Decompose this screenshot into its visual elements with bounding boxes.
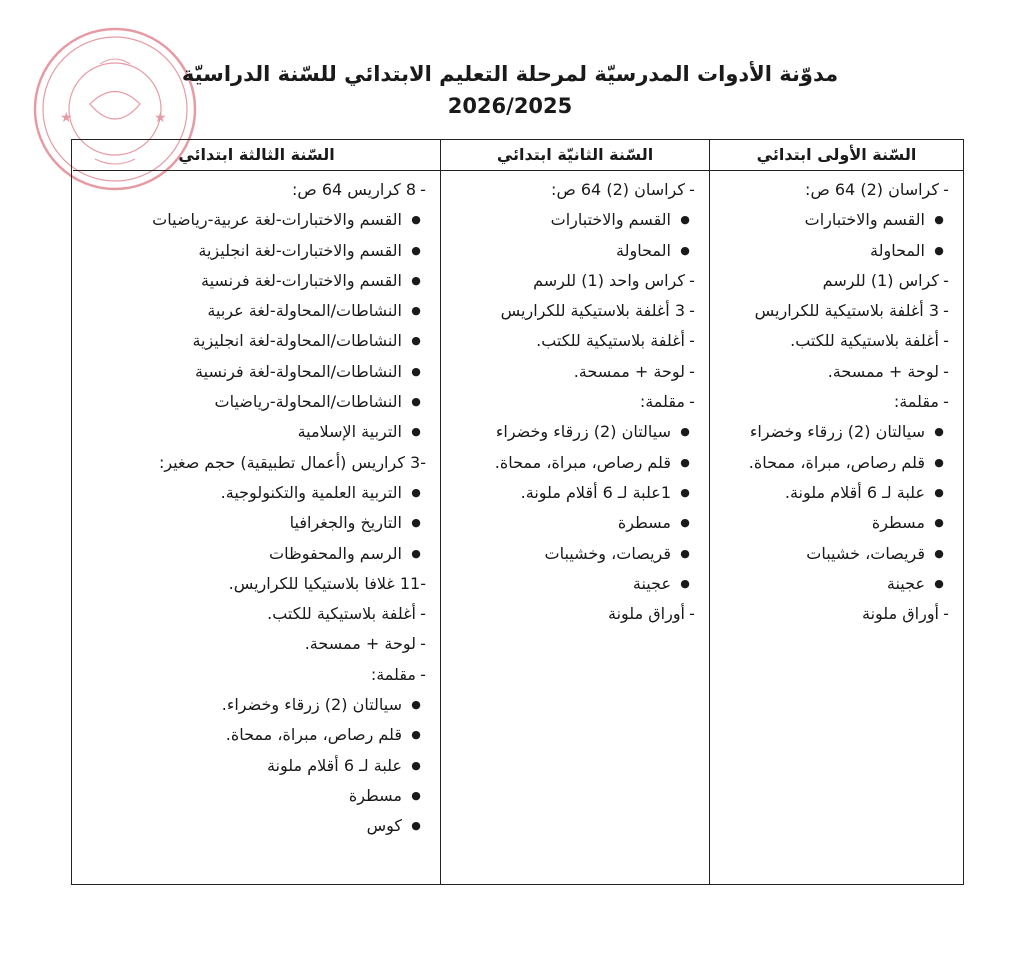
list-item-text: - لوحة + ممسحة.	[827, 361, 939, 381]
svg-text:★: ★	[154, 110, 167, 126]
svg-text:★: ★	[60, 110, 73, 126]
list-item-text: ● المحاولة	[870, 240, 925, 260]
list-item-text: ● القسم والاختبارات-لغة عربية-رياضيات	[152, 210, 402, 230]
list-item	[81, 569, 430, 599]
column-header: السّنة الثانيّة ابتدائي	[441, 140, 709, 171]
column-header: السّنة الثالثة ابتدائي	[73, 140, 440, 171]
list-item-text: ● القسم والاختبارات	[804, 210, 925, 230]
list-item-bullet	[449, 478, 699, 508]
list-item	[718, 175, 953, 205]
list-item	[449, 599, 699, 629]
list-item-bullet	[449, 448, 699, 478]
list-item	[81, 448, 430, 478]
list-item-text: ● النشاطات/المحاولة-لغة انجليزية	[192, 331, 402, 351]
list-item	[718, 266, 953, 296]
list-item-text: - أغلفة بلاستيكية للكتب.	[267, 604, 416, 624]
list-item-bullet	[81, 811, 430, 841]
supplies-table	[71, 139, 964, 885]
list-item-bullet	[81, 690, 430, 720]
column-items	[710, 171, 963, 629]
list-item-bullet	[81, 720, 430, 750]
list-item-text: ● قريصات، وخشيبات	[544, 543, 671, 563]
list-item-text: - 3 أغلفة بلاستيكية للكراريس	[500, 301, 685, 321]
list-item-bullet	[718, 569, 953, 599]
list-item-text: - كراسان (2) 64 ص:	[551, 180, 685, 199]
list-item-bullet	[718, 417, 953, 447]
list-item	[81, 599, 430, 629]
list-item-bullet	[81, 326, 430, 356]
list-item-bullet	[81, 387, 430, 417]
list-item-bullet	[81, 751, 430, 781]
list-item-text: ● النشاطات/المحاولة-لغة عربية	[207, 301, 402, 321]
list-item-text: ● قلم رصاص، مبراة، ممحاة.	[494, 452, 671, 472]
list-item-text: ● النشاطات/المحاولة-رياضيات	[214, 392, 402, 412]
list-item	[718, 296, 953, 326]
list-item-text: ● عجينة	[886, 573, 925, 593]
list-item-bullet	[449, 569, 699, 599]
list-item-text: ● التربية العلمية والتكنولوجية.	[220, 482, 402, 502]
list-item-bullet	[718, 448, 953, 478]
list-item-text: ● علبة لـ 6 أقلام ملونة.	[784, 482, 925, 502]
list-item-text: ● 1علبة لـ 6 أقلام ملونة.	[520, 482, 671, 502]
list-item-text: ● كوس	[366, 816, 402, 836]
column-year-3	[73, 140, 440, 884]
list-item-text: ● سيالتان (2) زرقاء وخضراء	[495, 422, 671, 442]
list-item	[81, 629, 430, 659]
list-item	[449, 326, 699, 356]
list-item	[449, 296, 699, 326]
list-item	[449, 175, 699, 205]
list-item-bullet	[81, 236, 430, 266]
list-item-text: - 3 أغلفة بلاستيكية للكراريس	[754, 301, 939, 321]
list-item-text: ● القسم والاختبارات-لغة انجليزية	[198, 240, 402, 260]
list-item-text: ● التاريخ والجغرافيا	[289, 513, 402, 533]
list-item-text: - كراس واحد (1) للرسم	[533, 270, 685, 290]
list-item-text: - لوحة + ممسحة.	[304, 634, 416, 654]
list-item-bullet	[449, 205, 699, 235]
list-item	[718, 357, 953, 387]
list-item-bullet	[449, 417, 699, 447]
list-item	[81, 175, 430, 205]
list-item-text: ● عجينة	[632, 573, 671, 593]
list-item-bullet	[718, 539, 953, 569]
list-item	[718, 326, 953, 356]
list-item-text: - لوحة + ممسحة.	[573, 361, 685, 381]
column-header: السّنة الأولى ابتدائي	[710, 140, 963, 171]
list-item-text: ● النشاطات/المحاولة-لغة فرنسية	[195, 361, 402, 381]
list-item	[718, 387, 953, 417]
list-item-bullet	[81, 417, 430, 447]
list-item-text: - أغلفة بلاستيكية للكتب.	[536, 331, 685, 351]
list-item-bullet	[81, 296, 430, 326]
list-item-text: ● قلم رصاص، مبراة، ممحاة.	[225, 725, 402, 745]
list-item-text: ● مسطرة	[348, 785, 402, 805]
list-item-text: -11 غلافا بلاستيكيا للكراريس.	[228, 573, 426, 593]
column-items	[441, 171, 709, 629]
column-year-1	[709, 140, 963, 884]
list-item-bullet	[449, 236, 699, 266]
list-item-text: ● المحاولة	[616, 240, 671, 260]
list-item-text: -3 كراريس (أعمال تطبيقية) حجم صغير:	[158, 452, 426, 472]
list-item-text: ● القسم والاختبارات	[550, 210, 671, 230]
list-item-bullet	[718, 478, 953, 508]
list-item	[81, 660, 430, 690]
list-item-text: ● علبة لـ 6 أقلام ملونة	[266, 755, 402, 775]
list-item-text: ● التربية الإسلامية	[297, 422, 402, 442]
list-item-bullet	[81, 205, 430, 235]
list-item-bullet	[718, 205, 953, 235]
list-item-text: ● سيالتان (2) زرقاء وخضراء	[749, 422, 925, 442]
list-item-bullet	[449, 539, 699, 569]
list-item	[449, 387, 699, 417]
list-item-text: ● قريصات، خشيبات	[806, 543, 925, 563]
list-item-text: - مقلمة:	[370, 664, 416, 684]
list-item-text: ● سيالتان (2) زرقاء وخضراء.	[221, 695, 402, 715]
list-item-bullet	[81, 478, 430, 508]
list-item-text: ● الرسم والمحفوظات	[269, 543, 402, 563]
list-item-bullet	[81, 539, 430, 569]
list-item-bullet	[81, 508, 430, 538]
list-item-bullet	[81, 781, 430, 811]
list-item-text: - مقلمة:	[639, 392, 685, 412]
list-item-text: ● مسطرة	[871, 513, 925, 533]
list-item-text: - مقلمة:	[893, 392, 939, 412]
list-item-bullet	[81, 357, 430, 387]
list-item	[449, 357, 699, 387]
list-item-bullet	[718, 236, 953, 266]
page-title: مدوّنة الأدوات المدرسيّة لمرحلة التعليم الابتدائي للسّنة الدراسيّة 2026/2025	[181, 62, 839, 118]
list-item-text: - أوراق ملونة	[861, 604, 939, 624]
list-item-text: - أغلفة بلاستيكية للكتب.	[790, 331, 939, 351]
list-item-text: ● القسم والاختبارات-لغة فرنسية	[200, 270, 402, 290]
list-item-text: - كراس (1) للرسم	[822, 270, 939, 290]
list-item-bullet	[81, 266, 430, 296]
list-item-text: ● قلم رصاص، مبراة، ممحاة.	[748, 452, 925, 472]
list-item-text: - كراسان (2) 64 ص:	[805, 180, 939, 199]
list-item-text: ● مسطرة	[617, 513, 671, 533]
list-item-bullet	[718, 508, 953, 538]
column-year-2	[440, 140, 709, 884]
list-item	[718, 599, 953, 629]
list-item-text: - أوراق ملونة	[607, 604, 685, 624]
list-item-text: - 8 كراريس 64 ص:	[291, 180, 416, 199]
list-item	[449, 266, 699, 296]
list-item-bullet	[449, 508, 699, 538]
column-items	[73, 171, 440, 842]
